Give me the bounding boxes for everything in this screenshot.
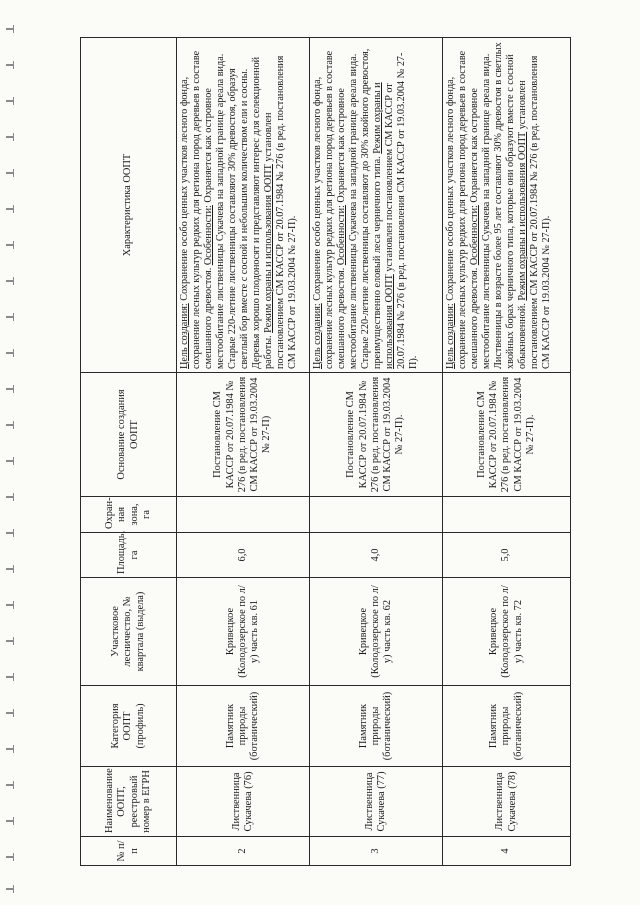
binder-mark [6,568,13,570]
binder-margin [0,0,40,905]
binder-mark [6,352,13,354]
feature-text: Охраняется как островное местообитание лиственницы Сукачева на западной границе ареала вида. Старые 220-летние лиственницы составляют 30% древостоя, образуя светлый бор вместе с сосной и небольшим количеством ели и сосны. Деревья хорошо плодоносят и представляют интерес для селекционной работы. [203,53,275,369]
binder-mark [6,28,13,30]
binder-mark [6,244,13,246]
table-header-row [81,38,177,866]
binder-mark [6,100,13,102]
goal-label: Цель создания: [179,303,190,369]
cell-basis: Постановление СМ КАССР от 20.07.1984 № 276 (в ред. постановления СМ КАССР от 19.03.2004 № 27-П). [310,373,443,497]
cell-category: Памятник природы (ботанический) [443,686,571,767]
binder-mark [6,748,13,750]
goal-label: Цель создания: [312,303,323,369]
cell-num: 2 [177,837,310,866]
cell-num: 4 [443,837,571,866]
binder-mark [6,676,13,678]
feature-label: Особенности: [336,205,348,266]
cell-characteristic [177,38,310,373]
binder-mark [6,64,13,66]
header-basis: Основание создания ООПТ [81,373,177,497]
feature-label: Особенности: [469,205,481,266]
cell-basis: Постановление СМ КАССР от 20.07.1984 № 276 (в ред. постановления СМ КАССР от 19.03.2004 № 27-П). [443,373,571,497]
cell-buffer [177,497,310,533]
cell-name: Лиственница Сукачева (76) [177,767,310,837]
header-area: Площадь, га [81,533,177,578]
regime-text: установлен постановлением СМ КАССР от 20.07.1984 № 276 (в ред. постановления СМ КАССР от 19.03.2004 № 27-П). [263,55,299,369]
header-forestry: Участковое лесничество, № квартала (выдела) [81,578,177,686]
cell-category: Памятник природы (ботанический) [310,686,443,767]
cell-basis: Постановление СМ КАССР от 20.07.1984 № 276 (в ред. постановления СМ КАССР от 19.03.2004 № 27-П) [177,373,310,497]
table-row [177,38,310,866]
cell-num: 3 [310,837,443,866]
binder-mark [6,640,13,642]
cell-category: Памятник природы (ботанический) [177,686,310,767]
cell-buffer [310,497,443,533]
header-name: Наименование ООПТ, реестровый номер в ЕГРН [81,767,177,837]
table-row [310,38,443,866]
binder-mark [6,604,13,606]
header-characteristic: Характеристика ООПТ [81,38,177,373]
rotated-table-wrapper [80,38,570,866]
cell-area: 6,0 [177,533,310,578]
feature-label: Особенности: [203,205,215,266]
binder-mark [6,280,13,282]
binder-mark [6,712,13,714]
cell-characteristic [310,38,443,373]
cell-forestry: Кривецкое (Колодозерское по л/у) часть кв. 62 [310,578,443,686]
binder-mark [6,424,13,426]
cell-area: 4,0 [310,533,443,578]
table-row [443,38,571,866]
binder-mark [6,136,13,138]
regime-label: Режим охраны и использования ООПТ [372,82,396,369]
regime-label: Режим охраны и использования ООПТ [517,131,529,301]
goal-label: Цель создания: [445,303,456,369]
cell-characteristic [443,38,571,373]
goal-text: Сохранение особо ценных участков лесного фонда, сохранение лесных культур редких для региона пород деревьев в составе смешанного древостоя. [312,50,348,369]
cell-name: Лиственница Сукачева (78) [443,767,571,837]
binder-mark [6,888,13,890]
regime-text: установлен постановлением СМ КАССР от 20.07.1984 № 276 (в ред. постановления СМ КАССР от 19.03.2004 № 27-П). [517,55,553,369]
goal-text: Сохранение особо ценных участков лесного фонда, сохранение лесных культур редких для региона пород деревьев в составе смешанного древостоя. [179,50,215,369]
cell-name: Лиственница Сукачева (77) [310,767,443,837]
binder-mark [6,208,13,210]
cell-buffer [443,497,571,533]
binder-mark [6,460,13,462]
feature-text: Охраняется как островное местообитание лиственницы Сукачева на западной границе ареала вида. Лиственницы в возрасте более 95 лет составляют 30% древостоя в светлых хвойных борах черничного типа, которые они образуют вместе с сосной обыкновенной. [469,42,529,369]
cell-area: 5,0 [443,533,571,578]
cell-forestry: Кривецкое (Колодозерское по л/у) часть кв. 61 [177,578,310,686]
oopt-table [80,37,571,866]
binder-mark [6,496,13,498]
header-buffer: Охран-ная зона, га [81,497,177,533]
regime-label: Режим охраны и использования ООПТ [263,164,275,333]
header-num: № п/п [81,837,177,866]
binder-mark [6,784,13,786]
binder-mark [6,316,13,318]
binder-mark [6,172,13,174]
binder-mark [6,532,13,534]
header-category: Категория ООПТ (профиль) [81,686,177,767]
binder-mark [6,820,13,822]
cell-forestry: Кривецкое (Колодозерское по л/у) часть кв. 72 [443,578,571,686]
binder-mark [6,388,13,390]
binder-mark [6,856,13,858]
goal-text: Сохранение особо ценных участков лесного фонда, сохранение лесных культур редких для региона пород деревьев в составе смешанного древостоя. [445,50,481,369]
feature-text: Охраняется как островное местообитание лиственницы Сукачева на западной границе ареала вида. Старые 220-летние лиственницы составляют до 30% хвойного древостоя, преимущественно еловый леса черничного типа. [336,48,384,369]
regime-text: установлен постановлением СМ КАССР от 20.07.1984 № 276 (в ред. постановления СМ КАССР от 19.03.2004 № 27-П). [384,52,420,369]
